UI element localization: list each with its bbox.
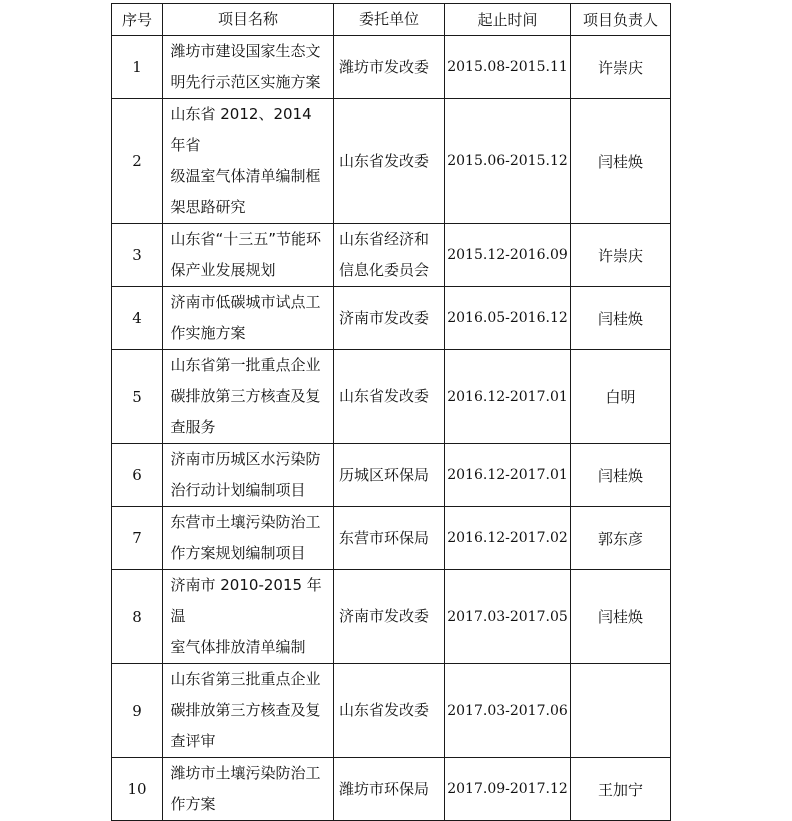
- row-client: [334, 350, 445, 444]
- name-line: 山东省 2012、2014 年省: [170, 105, 312, 154]
- row-project-name: [163, 350, 334, 444]
- client-line: 历城区环保局: [339, 465, 430, 484]
- row-project-lead: 王加宁: [571, 758, 671, 821]
- row-period: 2015.12-2016.09: [445, 224, 571, 287]
- name-line: 级温室气体清单编制框: [170, 167, 321, 185]
- row-project-name: [163, 570, 334, 664]
- name-line: 查评审: [170, 732, 216, 750]
- table-row: [112, 444, 671, 507]
- row-project-name: [163, 36, 334, 99]
- row-client: [334, 758, 445, 821]
- name-line: 东营市土壤污染防治工: [170, 513, 321, 531]
- row-period: 2017.03-2017.05: [445, 570, 571, 664]
- table-row: [112, 758, 671, 821]
- client-line: 济南市发改委: [339, 607, 430, 625]
- row-project-lead: 闫桂焕: [571, 99, 671, 224]
- name-line: 作实施方案: [170, 324, 246, 342]
- row-project-name: [163, 224, 334, 287]
- row-project-lead: [571, 664, 671, 758]
- client-line: 济南市发改委: [339, 308, 430, 327]
- row-client: [334, 224, 445, 287]
- row-project-name: [163, 444, 334, 507]
- row-no: 9: [112, 664, 163, 758]
- row-no: 2: [112, 99, 163, 224]
- table-row: [112, 36, 671, 99]
- row-no: 8: [112, 570, 163, 664]
- row-project-name: [163, 507, 334, 570]
- row-no: 3: [112, 224, 163, 287]
- row-client: [334, 287, 445, 350]
- row-no: 6: [112, 444, 163, 507]
- name-line: 潍坊市土壤污染防治工: [170, 764, 321, 782]
- table-row: [112, 350, 671, 444]
- row-no: 10: [112, 758, 163, 821]
- row-period: 2015.06-2015.12: [445, 99, 571, 224]
- name-line: 山东省第一批重点企业: [170, 356, 321, 374]
- name-line: 济南市 2010-2015 年温: [170, 576, 322, 625]
- row-no: 4: [112, 287, 163, 350]
- row-project-lead: 白明: [571, 350, 671, 444]
- table-row: [112, 664, 671, 758]
- client-line: 信息化委员会: [339, 261, 430, 279]
- name-line: 济南市低碳城市试点工: [170, 293, 321, 311]
- name-line: 查服务: [170, 418, 216, 436]
- row-project-lead: 许崇庆: [571, 224, 671, 287]
- client-line: 山东省经济和: [339, 230, 430, 248]
- client-line: 山东省发改委: [339, 701, 430, 719]
- table-row: [112, 224, 671, 287]
- table-row: [112, 287, 671, 350]
- client-line: 山东省发改委: [339, 387, 430, 405]
- name-line: 济南市历城区水污染防: [170, 450, 321, 468]
- table-header: [112, 4, 671, 36]
- row-project-lead: 闫桂焕: [571, 287, 671, 350]
- header-project-name: 项目名称: [163, 4, 334, 36]
- header-project-lead: 项目负责人: [571, 4, 671, 36]
- row-period: 2016.12-2017.02: [445, 507, 571, 570]
- name-line: 碳排放第三方核查及复: [170, 387, 321, 405]
- projects-table: [111, 3, 671, 821]
- name-line: 架思路研究: [170, 198, 246, 216]
- name-line: 碳排放第三方核查及复: [170, 701, 321, 719]
- row-project-lead: 闫桂焕: [571, 444, 671, 507]
- header-no: 序号: [112, 4, 163, 36]
- row-period: 2016.12-2017.01: [445, 350, 571, 444]
- row-client: [334, 664, 445, 758]
- row-client: [334, 570, 445, 664]
- row-project-lead: 闫桂焕: [571, 570, 671, 664]
- name-line: 室气体排放清单编制: [170, 638, 306, 656]
- name-line: 保产业发展规划: [170, 261, 276, 279]
- name-line: 明先行示范区实施方案: [170, 73, 321, 91]
- client-line: 山东省发改委: [339, 151, 430, 170]
- header-client: 委托单位: [334, 4, 445, 36]
- name-line: 潍坊市建设国家生态文: [170, 42, 321, 60]
- row-project-lead: 许崇庆: [571, 36, 671, 99]
- row-period: 2015.08-2015.11: [445, 36, 571, 99]
- row-client: [334, 444, 445, 507]
- row-client: [334, 36, 445, 99]
- row-project-lead: 郭东彦: [571, 507, 671, 570]
- row-period: 2017.03-2017.06: [445, 664, 571, 758]
- row-period: 2017.09-2017.12: [445, 758, 571, 821]
- table-row: [112, 507, 671, 570]
- row-project-name: [163, 664, 334, 758]
- row-project-name: [163, 287, 334, 350]
- row-project-name: [163, 99, 334, 224]
- row-client: [334, 99, 445, 224]
- client-line: 潍坊市环保局: [339, 779, 430, 798]
- row-client: [334, 507, 445, 570]
- name-line: 治行动计划编制项目: [170, 481, 306, 499]
- row-no: 7: [112, 507, 163, 570]
- header-row: [112, 4, 671, 36]
- header-period: 起止时间: [445, 4, 571, 36]
- table-row: [112, 99, 671, 224]
- client-line: 东营市环保局: [339, 528, 430, 547]
- row-period: 2016.12-2017.01: [445, 444, 571, 507]
- row-project-name: [163, 758, 334, 821]
- client-line: 潍坊市发改委: [339, 57, 430, 76]
- name-line: 作方案规划编制项目: [170, 544, 306, 562]
- row-no: 1: [112, 36, 163, 99]
- row-no: 5: [112, 350, 163, 444]
- name-line: 山东省第三批重点企业: [170, 670, 321, 688]
- row-period: 2016.05-2016.12: [445, 287, 571, 350]
- name-line: 作方案: [170, 795, 216, 813]
- table-body: [112, 36, 671, 821]
- name-line: 山东省“十三五”节能环: [170, 230, 322, 248]
- table-row: [112, 570, 671, 664]
